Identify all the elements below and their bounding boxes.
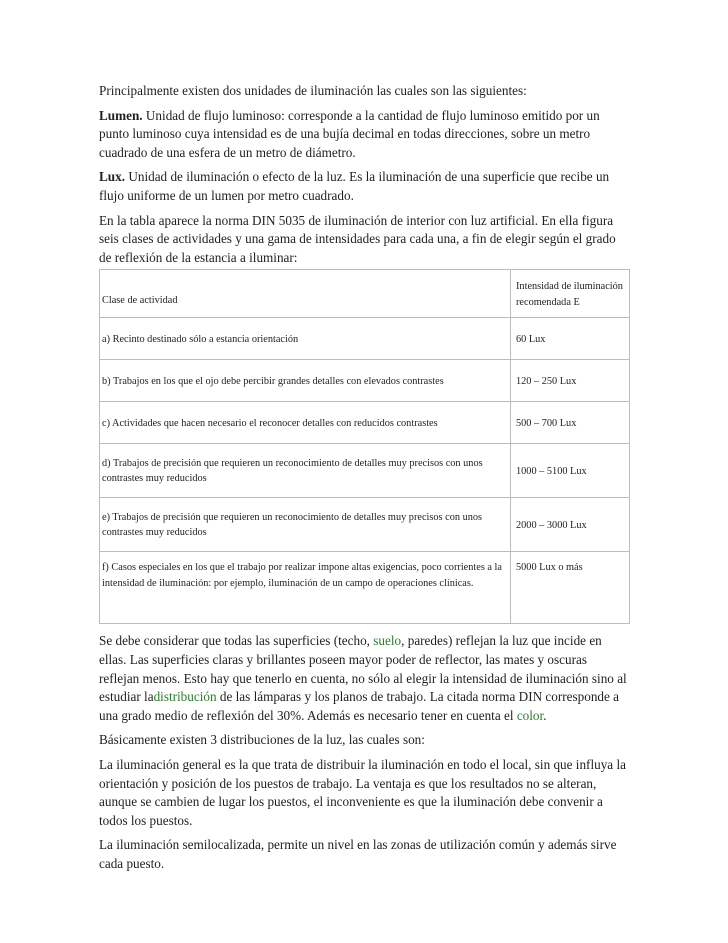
row-intensity: 1000 – 5100 Lux	[511, 444, 630, 498]
lumen-term: Lumen.	[99, 107, 143, 123]
distribucion-link[interactable]: distribución	[153, 689, 217, 705]
row-activity: f) Casos especiales en los que el trabajo por realizar impone altas exigencias, poco corrientes a la intensidad de iluminación: por ejemplo, iluminación de un campo de operaciones clínicas.	[100, 552, 511, 624]
lux-definition	[99, 168, 629, 205]
reflection-paragraph	[99, 632, 629, 725]
suelo-link[interactable]: suelo	[373, 633, 402, 649]
reflection-text-3: de las lámparas y los planos de trabajo. La citada norma DIN corresponde a una grado medio de reflexión del 30%. Además es necesario tener en cuenta el	[99, 689, 620, 723]
semilocalized-illumination-paragraph: La iluminación semilocalizada, permite un nivel en las zonas de utilización común y además sirve cada puesto.	[99, 837, 617, 871]
table-row	[100, 444, 630, 498]
lux-term: Lux.	[99, 169, 126, 185]
color-link[interactable]: color	[516, 707, 544, 723]
table-intro-paragraph: En la tabla aparece la norma DIN 5035 de iluminación de interior con luz artificial. En ella figura seis clases de actividades y una gama de intensidades para cada una, a fin de elegir según el grado de reflexión de la estancia a iluminar:	[99, 212, 616, 265]
row-intensity: 2000 – 3000 Lux	[511, 498, 630, 552]
row-activity: b) Trabajos en los que el ojo debe percibir grandes detalles con elevados contrastes	[100, 360, 511, 402]
row-activity: a) Recinto destinado sólo a estancia orientación	[100, 318, 511, 360]
reflection-text-2: , paredes) reflejan la luz que incide en ellas. Las superficies claras y brillantes poseen mayor poder de reflector, las mates y oscuras reflejan menos. Esto hay que tenerlo en cuenta, no sólo al elegir la intensidad de iluminación sino al estudiar la	[99, 633, 627, 705]
row-activity: e) Trabajos de precisión que requieren un reconocimiento de detalles muy precisos con unos contrastes muy reducidos	[100, 498, 511, 552]
illumination-table	[99, 269, 630, 624]
header-intensity: Intensidad de iluminación recomendada E	[511, 270, 630, 318]
row-intensity: 120 – 250 Lux	[511, 360, 630, 402]
header-activity: Clase de actividad	[100, 270, 511, 318]
table-row	[100, 318, 630, 360]
intro-paragraph: Principalmente existen dos unidades de iluminación las cuales son las siguientes:	[99, 83, 527, 98]
general-illumination-paragraph: La iluminación general es la que trata de distribuir la iluminación en todo el local, sin que influya la orientación y posición de los puestos de trabajo. La ventaja es que los resultados no se alteran, aunque se cambien de lugar los puestos, el inconveniente es que la iluminación debe convenir a todos los puestos.	[99, 756, 626, 828]
row-activity: d) Trabajos de precisión que requieren un reconocimiento de detalles muy precisos con unos contrastes muy reducidos	[100, 444, 511, 498]
distributions-intro: Básicamente existen 3 distribuciones de la luz, las cuales son:	[99, 732, 425, 748]
lux-text: Unidad de iluminación o efecto de la luz. Es la iluminación de una superficie que recibe un flujo uniforme de un lumen por metro cuadrado.	[99, 169, 610, 203]
lumen-definition	[99, 107, 629, 163]
document-body	[99, 82, 629, 879]
row-activity: c) Actividades que hacen necesario el reconocer detalles con reducidos contrastes	[100, 402, 511, 444]
row-intensity: 500 – 700 Lux	[511, 402, 630, 444]
table-row	[100, 498, 630, 552]
body-after-table	[99, 632, 629, 873]
reflection-text-1: Se debe considerar que todas las superficies (techo,	[99, 633, 374, 649]
table-row	[100, 402, 630, 444]
table-row	[100, 552, 630, 624]
table-row	[100, 360, 630, 402]
row-intensity: 60 Lux	[511, 318, 630, 360]
row-intensity: 5000 Lux o más	[511, 552, 630, 624]
reflection-text-4: .	[543, 707, 547, 723]
table-header-row	[100, 270, 630, 318]
lumen-text: Unidad de flujo luminoso: corresponde a la cantidad de flujo luminoso emitido por un punto luminoso cuya intensidad es de una bujía decimal en todas direcciones, sobre un metro cuadrado de una esfera de un metro de diámetro.	[99, 107, 600, 160]
